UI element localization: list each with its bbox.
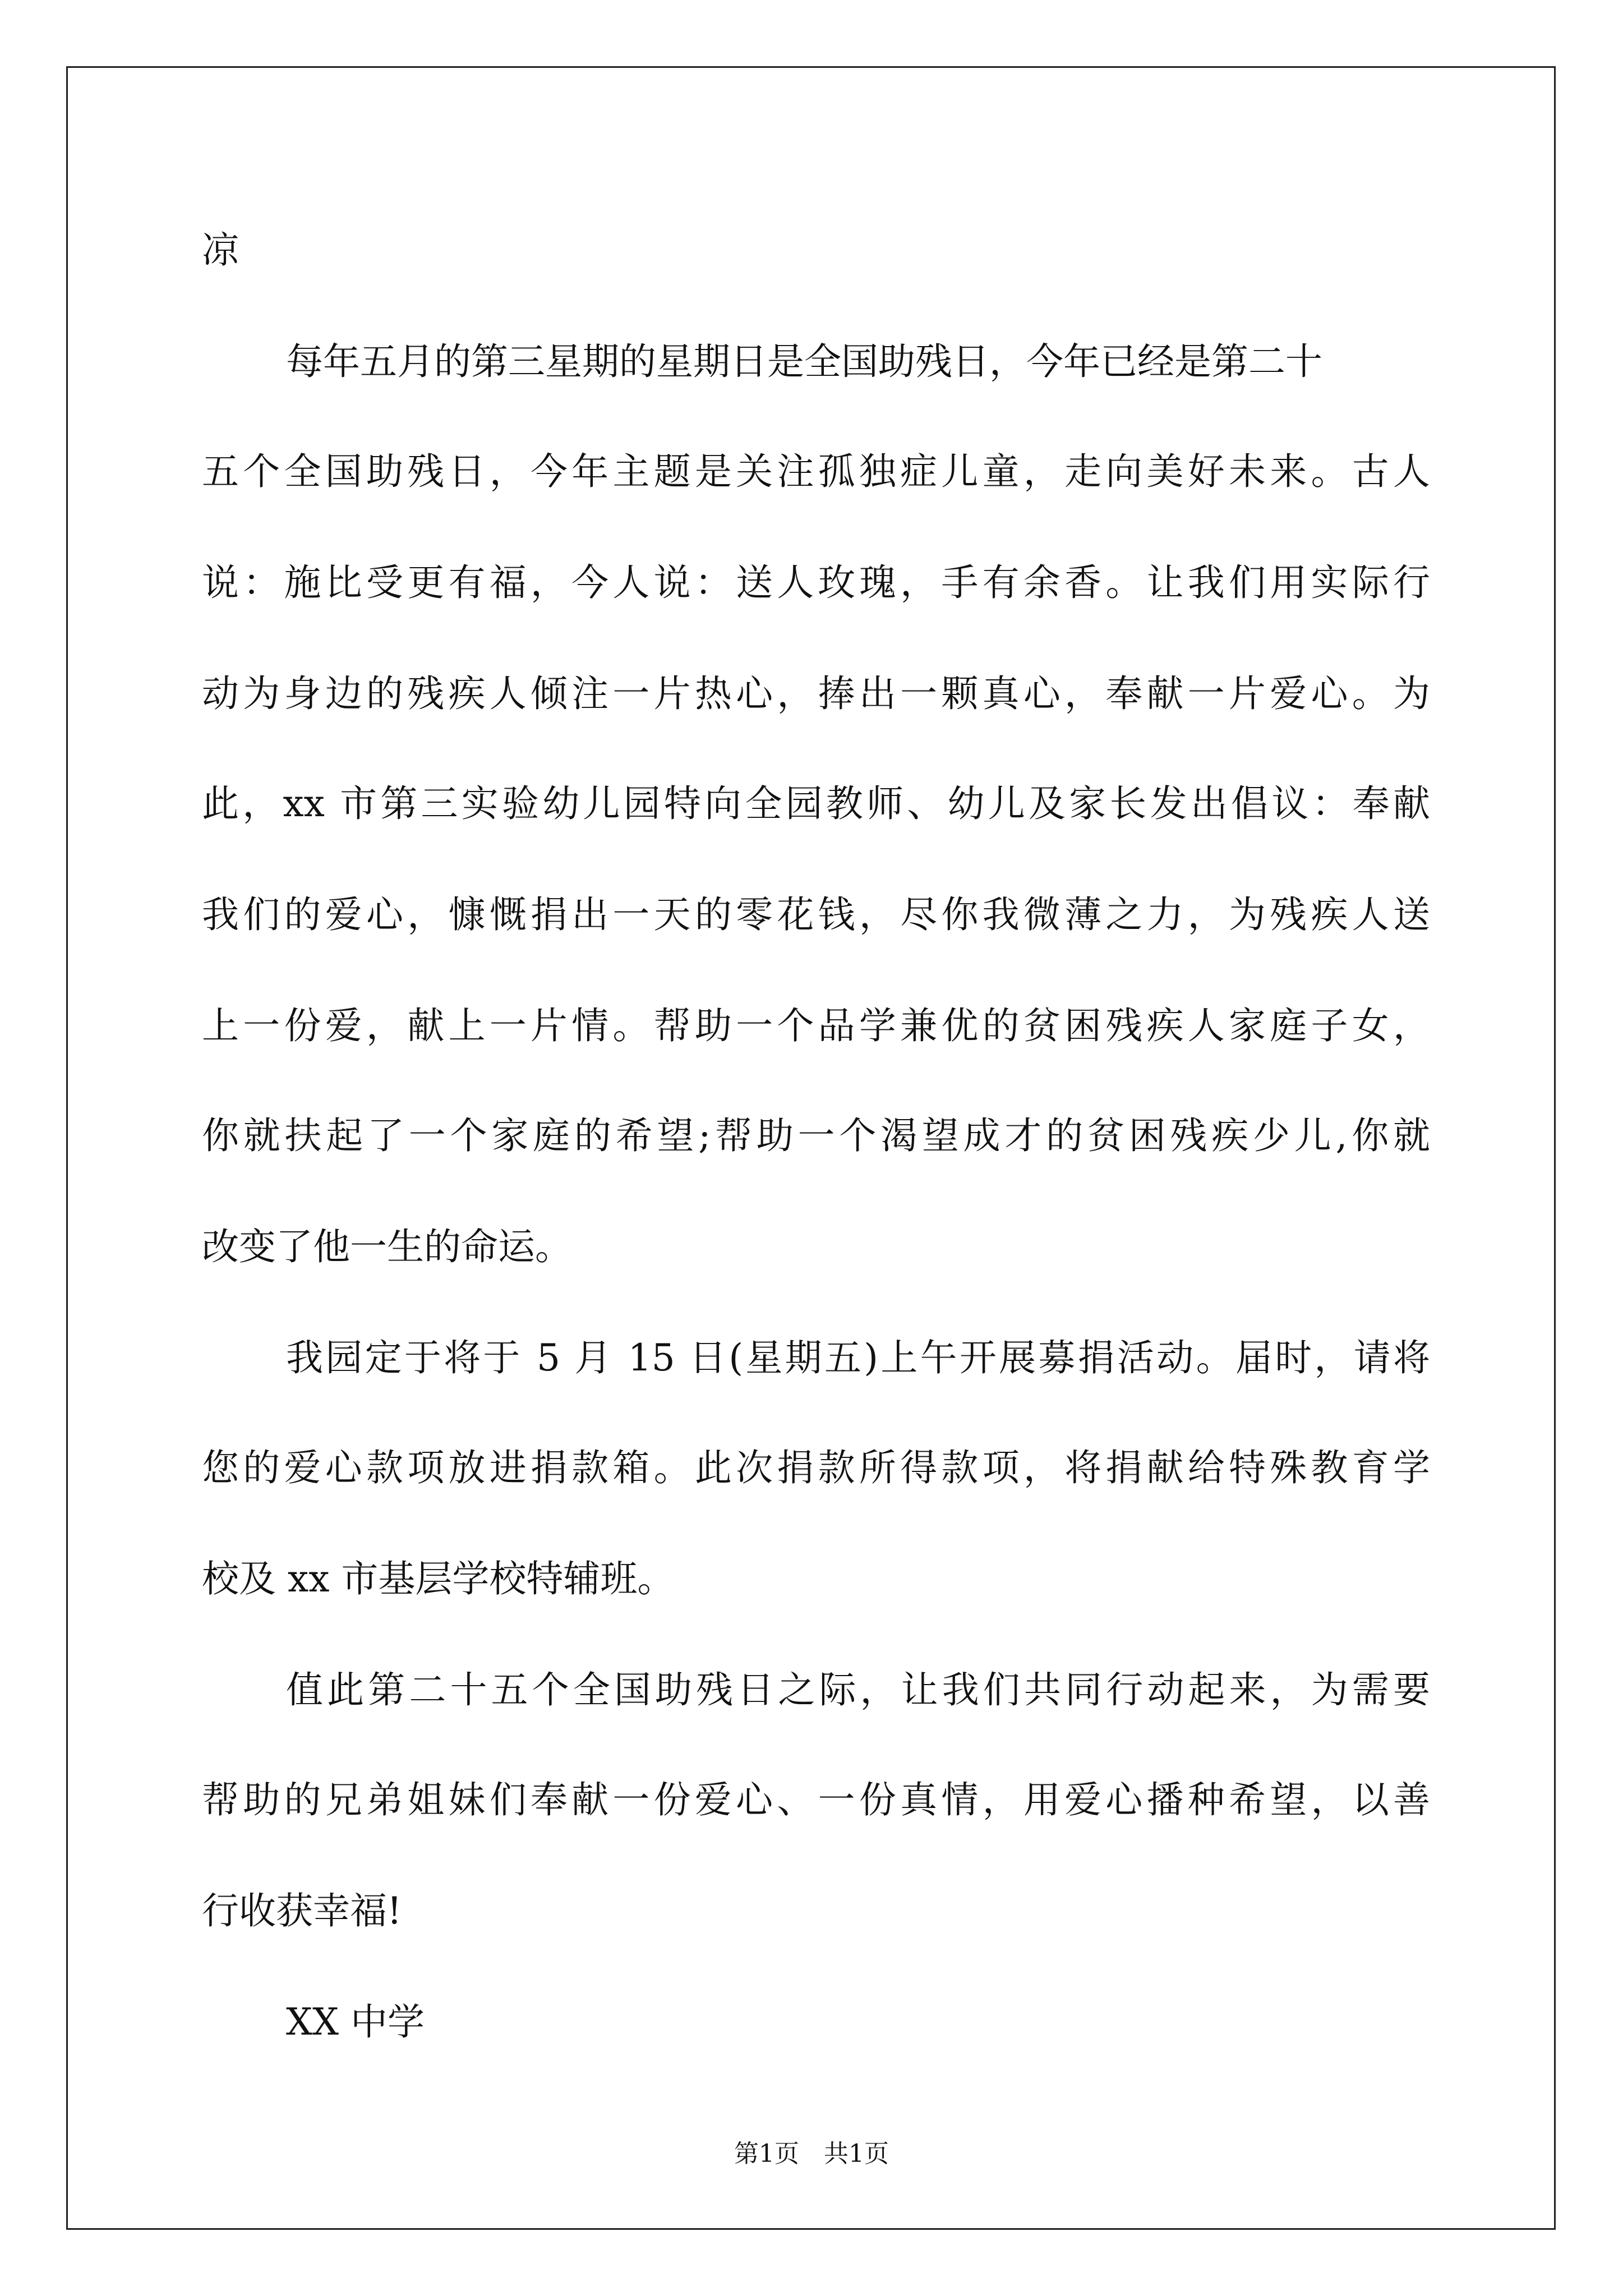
paragraph-1-line-3: 说：施比受更有福，今人说：送人玫瑰，手有余香。让我们用实际行 (202, 561, 1430, 604)
paragraph-3-line-3: 行收获幸福! (202, 1889, 402, 1932)
paragraph-1-line-1: 每年五月的第三星期的星期日是全国助残日，今年已经是第二十 (286, 340, 1322, 383)
paragraph-1-line-2: 五个全国助残日，今年主题是关注孤独症儿童，走向美好未来。古人 (202, 450, 1430, 493)
text-line-continuation: 凉 (202, 228, 239, 272)
paragraph-1-line-6: 我们的爱心，慷慨捐出一天的零花钱，尽你我微薄之力，为残疾人送 (202, 893, 1430, 936)
paragraph-1-line-5: 此，xx 市第三实验幼儿园特向全园教师、幼儿及家长发出倡议：奉献 (202, 782, 1430, 825)
signature-line: XX 中学 (286, 2000, 425, 2044)
paragraph-2-line-2: 您的爱心款项放进捐款箱。此次捐款所得款项，将捐献给特殊教育学 (202, 1446, 1430, 1489)
paragraph-1-line-4: 动为身边的残疾人倾注一片热心，捧出一颗真心，奉献一片爱心。为 (202, 672, 1430, 715)
paragraph-1-line-9: 改变了他一生的命运。 (202, 1225, 572, 1268)
paragraph-2-line-1: 我园定于将于 5 月 15 日(星期五)上午开展募捐活动。届时，请将 (286, 1336, 1430, 1379)
paragraph-1-line-7: 上一份爱，献上一片情。帮助一个品学兼优的贫困残疾人家庭子女， (202, 1004, 1430, 1047)
paragraph-1-line-8: 你就扶起了一个家庭的希望;帮助一个渴望成才的贫困残疾少儿,你就 (202, 1114, 1430, 1157)
paragraph-2-line-3: 校及 xx 市基层学校特辅班。 (202, 1557, 675, 1600)
paragraph-3-line-2: 帮助的兄弟姐妹们奉献一份爱心、一份真情，用爱心播种希望，以善 (202, 1778, 1430, 1821)
page-number: 第1页 共1页 (734, 2139, 889, 2168)
paragraph-3-line-1: 值此第二十五个全国助残日之际，让我们共同行动起来，为需要 (286, 1668, 1430, 1711)
